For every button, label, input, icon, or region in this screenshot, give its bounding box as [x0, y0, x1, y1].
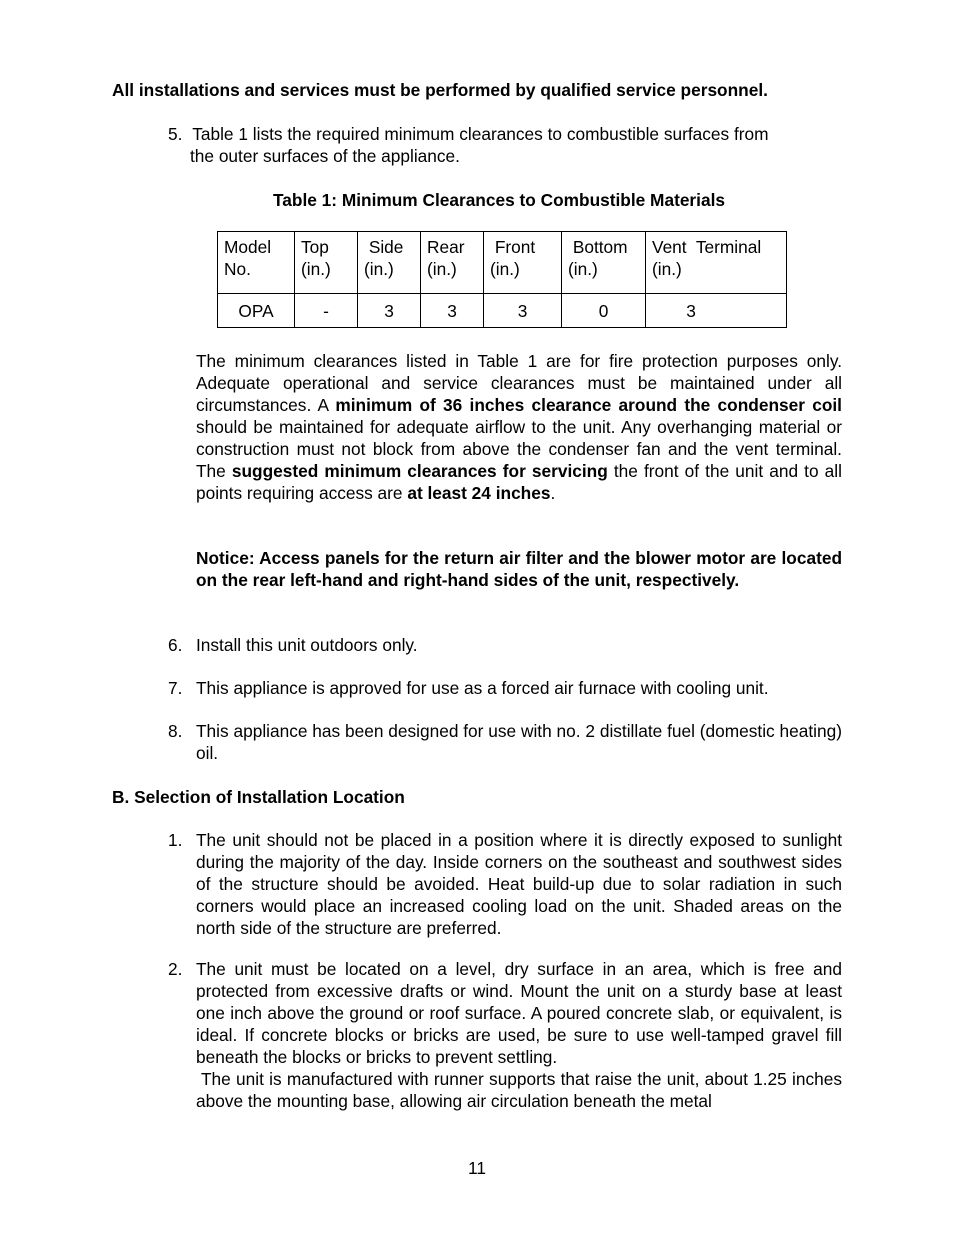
- header-cell-top: Top (in.): [295, 232, 358, 294]
- clearance-table: [217, 231, 787, 328]
- table-cell: OPA: [218, 294, 295, 328]
- page-number: 11: [468, 1158, 486, 1178]
- item-text: Install this unit outdoors only.: [196, 635, 418, 655]
- item-text: This appliance is approved for use as a forced air furnace with cooling unit.: [196, 678, 769, 698]
- item-number: 2.: [168, 959, 183, 979]
- table-caption: Table 1: Minimum Clearances to Combustible Materials: [273, 190, 725, 210]
- list-item-5: [168, 123, 848, 167]
- item-text: The unit should not be placed in a position where it is directly exposed to sunlight during the majority of the day. Inside corners on the southeast and southwest sides of the structure should be avoided. Heat build-up due to solar radiation in such corners would place an increased cooling load on the unit. Shaded areas on the north side of the structure are preferred.: [196, 830, 842, 938]
- item-text-line1: Table 1 lists the required minimum clearances to combustible surfaces from: [192, 124, 769, 144]
- item-number: 5.: [168, 124, 183, 144]
- header-cell-bottom: Bottom (in.): [562, 232, 646, 294]
- table-cell: 3: [421, 294, 484, 328]
- table-cell: 3: [646, 294, 787, 328]
- item-text-continuation: The unit is manufactured with runner supports that raise the unit, about 1.25 inches above the mounting base, allowing air circulation beneath the metal: [196, 1069, 842, 1111]
- safety-notice: All installations and services must be performed by qualified service personnel.: [112, 80, 768, 100]
- table-row: [218, 294, 787, 328]
- item-text: This appliance has been designed for use with no. 2 distillate fuel (domestic heating) oil.: [196, 721, 842, 763]
- list-item-7: [168, 677, 842, 699]
- list-item-6: [168, 634, 842, 656]
- item-number: 1.: [168, 830, 183, 850]
- item-number: 8.: [168, 721, 183, 741]
- item-text-line2: the outer surfaces of the appliance.: [190, 146, 460, 166]
- header-cell-model: Model No.: [218, 232, 295, 294]
- item-text: The unit must be located on a level, dry surface in an area, which is free and protected from excessive drafts or wind. Mount the unit on a sturdy base at least one inch above the ground or roof surface. A poured concrete slab, or equivalent, is ideal. If concrete blocks or bricks are used, be sure to use well-tamped gravel fill beneath the blocks or bricks to prevent settling.: [196, 959, 842, 1067]
- header-cell-rear: Rear (in.): [421, 232, 484, 294]
- section-b-item-1: [168, 829, 842, 939]
- table-cell: 3: [484, 294, 562, 328]
- item-number: 7.: [168, 678, 183, 698]
- list-item-8: [168, 720, 842, 764]
- table-header-row: [218, 232, 787, 294]
- header-cell-front: Front (in.): [484, 232, 562, 294]
- section-heading: B. Selection of Installation Location: [112, 787, 405, 807]
- table-cell: 3: [358, 294, 421, 328]
- table-cell: 0: [562, 294, 646, 328]
- table-cell: -: [295, 294, 358, 328]
- clearance-paragraph: The minimum clearances listed in Table 1 are for fire protection purposes only. Adequate operational and service clearances must be maintained under all circumstances. A minimum of 36 inches clearance around the condenser coil should be maintained for adequate airflow to the unit. Any overhanging material or construction must not block from above the condenser fan and the vent terminal. The suggested minimum clearances for servicing the front of the unit and to all points requiring access are at least 24 inches.: [196, 351, 842, 503]
- header-cell-vent-terminal: Vent Terminal (in.): [646, 232, 787, 294]
- item-number: 6.: [168, 635, 183, 655]
- access-panel-notice: Notice: Access panels for the return air filter and the blower motor are located on the rear left-hand and right-hand sides of the unit, respectively.: [196, 548, 842, 590]
- header-cell-side: Side (in.): [358, 232, 421, 294]
- section-b-item-2: [168, 958, 842, 1112]
